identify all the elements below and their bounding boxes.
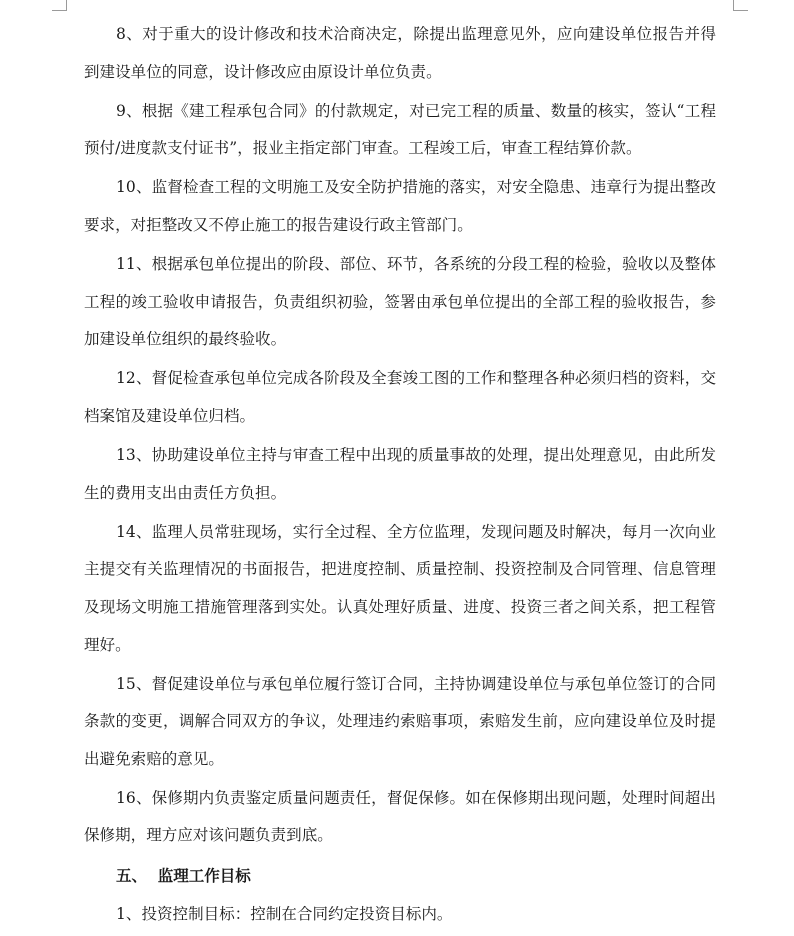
paragraph-item-14: 14、监理人员常驻现场，实行全过程、全方位监理，发现问题及时解决，每月一次向业主提交有关监理情况的书面报告，把进度控制、质量控制、投资控制及合同管理、信息管理及现场文明施工措施管理落到实处。认真处理好质量、进度、投资三者之间关系，把工程管理好。	[84, 522, 716, 654]
paragraph-item-16: 16、保修期内负责鉴定质量问题责任，督促保修。如在保修期出现问题，处理时间超出保修期，理方应对该问题负责到底。	[84, 788, 716, 845]
paragraph-item-8: 8、对于重大的设计修改和技术洽商决定，除提出监理意见外，应向建设单位报告并得到建设单位的同意，设计修改应由原设计单位负责。	[84, 25, 716, 81]
paragraph-item-12: 12、督促检查承包单位完成各阶段及全套竣工图的工作和整理各种必须归档的资料，交档案馆及建设单位归档。	[84, 369, 716, 425]
margin-corner-mark-right	[733, 0, 748, 11]
paragraph-item-13: 13、协助建设单位主持与审查工程中出现的质量事故的处理，提出处理意见，由此所发生的费用支出由责任方负担。	[84, 446, 716, 502]
paragraph-item-15: 15、督促建设单位与承包单位履行签订合同，主持协调建设单位与承包单位签订的合同条款的变更，调解合同双方的争议，处理违约索赔事项，索赔发生前，应向建设单位及时提出避免索赔的意见。	[84, 674, 716, 768]
section-heading: 五、 监理工作目标	[116, 865, 251, 885]
paragraph-item-11: 11、根据承包单位提出的阶段、部位、环节，各系统的分段工程的检验，验收以及整体工程的竣工验收申请报告，负责组织初验，签署由承包单位提出的全部工程的验收报告，参加建设单位组织的最终验收。	[84, 255, 716, 349]
document-body	[84, 16, 716, 935]
margin-corner-mark-left	[52, 0, 67, 11]
paragraph-item-10: 10、监督检查工程的文明施工及安全防护措施的落实，对安全隐患、违章行为提出整改要求，对拒整改又不停止施工的报告建设行政主管部门。	[84, 178, 716, 234]
paragraph-investment-control: 1、投资控制目标：控制在合同约定投资目标内。	[116, 904, 453, 923]
paragraph-item-9: 9、根据《建工程承包合同》的付款规定，对已完工程的质量、数量的核实，签认“工程预付/进度款支付证书”，报业主指定部门审查。工程竣工后，审查工程结算价款。	[84, 101, 716, 158]
